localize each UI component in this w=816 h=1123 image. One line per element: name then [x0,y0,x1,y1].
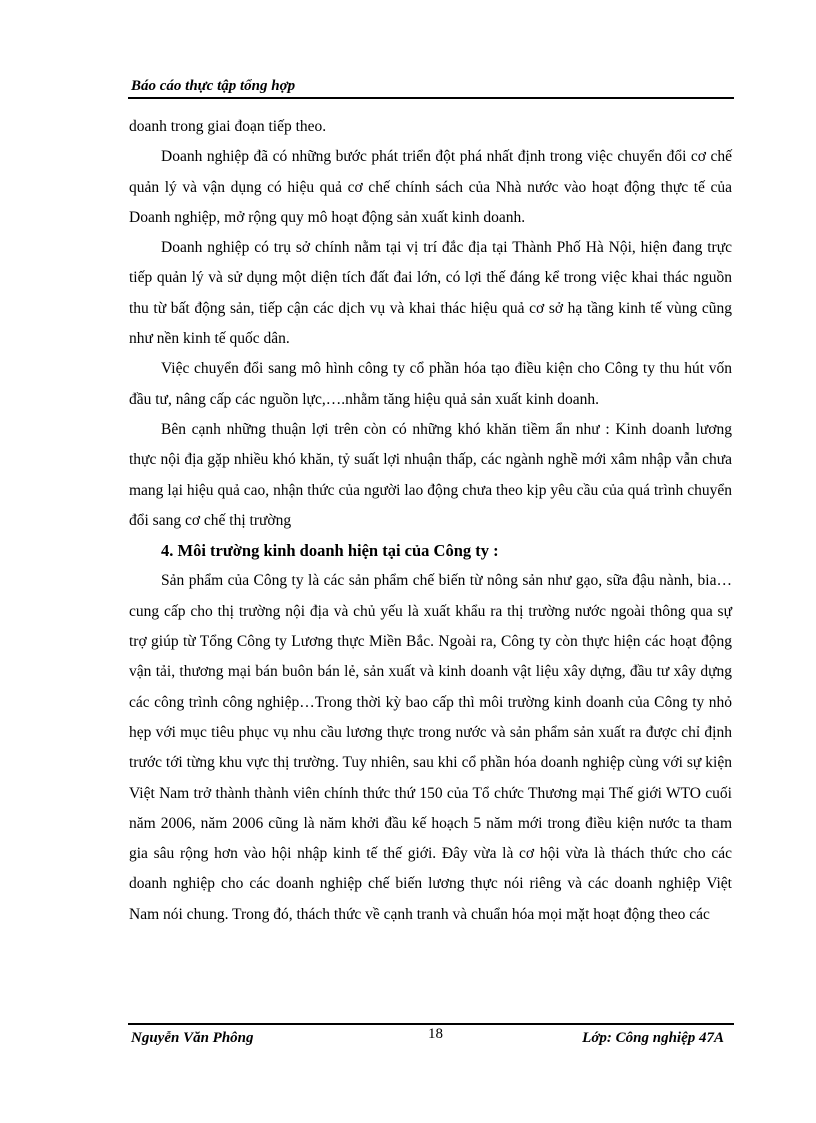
running-header-title: Báo cáo thực tập tổng hợp [131,78,296,94]
footer-rule [128,1023,734,1025]
paragraph: Bên cạnh những thuận lợi trên còn có những khó khăn tiềm ẩn như : Kinh doanh lương thực nội địa gặp nhiều khó khăn, tỷ suất lợi nhuận thấp, các ngành nghề mới xâm nhập vẫn chưa mang lại hiệu quả cao, nhận thức của người lao động chưa theo kịp yêu cầu của quá trình chuyển đổi sang cơ chế thị trường [129,420,732,529]
paragraph: Doanh nghiệp đã có những bước phát triển đột phá nhất định trong việc chuyển đổi cơ chế quản lý và vận dụng có hiệu quả cơ chế chính sách của Nhà nước vào hoạt động thực tế của Doanh nghiệp, mở rộng quy mô hoạt động sản xuất kinh doanh. [129,148,732,226]
header-rule [128,97,734,99]
continuation-line: doanh trong giai đoạn tiếp theo. [129,118,327,135]
footer-class-label: Lớp: Công nghiệp 47A [582,1030,724,1046]
footer-author: Nguyễn Văn Phông [131,1030,254,1046]
body-text [129,112,732,930]
paragraph: Doanh nghiệp có trụ sở chính nằm tại vị trí đắc địa tại Thành Phố Hà Nội, hiện đang trực tiếp quản lý và sử dụng một diện tích đất đai lớn, có lợi thế đáng kể trong việc khai thác nguồn thu từ bất động sản, tiếp cận các dịch vụ và khai thác hiệu quả cơ sở hạ tầng kinh tế vùng cũng như nền kinh tế quốc dân. [129,239,732,348]
page-number: 18 [428,1026,443,1042]
paragraph: Sản phẩm của Công ty là các sản phẩm chế biến từ nông sản như gạo, sữa đậu nành, bia… cung cấp cho thị trường nội địa và chủ yếu là xuất khẩu ra thị trường nước ngoài thông qua sự trợ giúp từ Tổng Công ty Lương thực Miền Bắc. Ngoài ra, Công ty còn thực hiện các hoạt động vận tải, thương mại bán buôn bán lẻ, sản xuất và kinh doanh vật liệu xây dựng, đầu tư xây dựng các công trình công nghiệp…Trong thời kỳ bao cấp thì môi trường kinh doanh của Công ty nhỏ hẹp với mục tiêu phục vụ nhu cầu lương thực trong nước và sản phẩm sản xuất ra được chỉ định trước tới từng khu vực thị trường. Tuy nhiên, sau khi cổ phần hóa doanh nghiệp cùng với sự kiện Việt Nam trở thành thành viên chính thức thứ 150 của Tổ chức Thương mại Thế giới WTO cuối năm 2006, năm 2006 cũng là năm khởi đầu kế hoạch 5 năm mới trong điều kiện nước ta tham gia sâu rộng hơn vào hội nhập kinh tế thế giới. Đây vừa là cơ hội vừa là thách thức cho các doanh nghiệp cho các doanh nghiệp chế biến lương thực nói riêng và các doanh nghiệp Việt Nam nói chung. Trong đó, thách thức về cạnh tranh và chuẩn hóa mọi mặt hoạt động theo các [129,572,732,923]
section-heading: 4. Môi trường kinh doanh hiện tại của Công ty : [161,541,499,561]
paragraph: Việc chuyển đổi sang mô hình công ty cổ phần hóa tạo điều kiện cho Công ty thu hút vốn đầu tư, nâng cấp các nguồn lực,….nhằm tăng hiệu quả sản xuất kinh doanh. [129,360,732,408]
